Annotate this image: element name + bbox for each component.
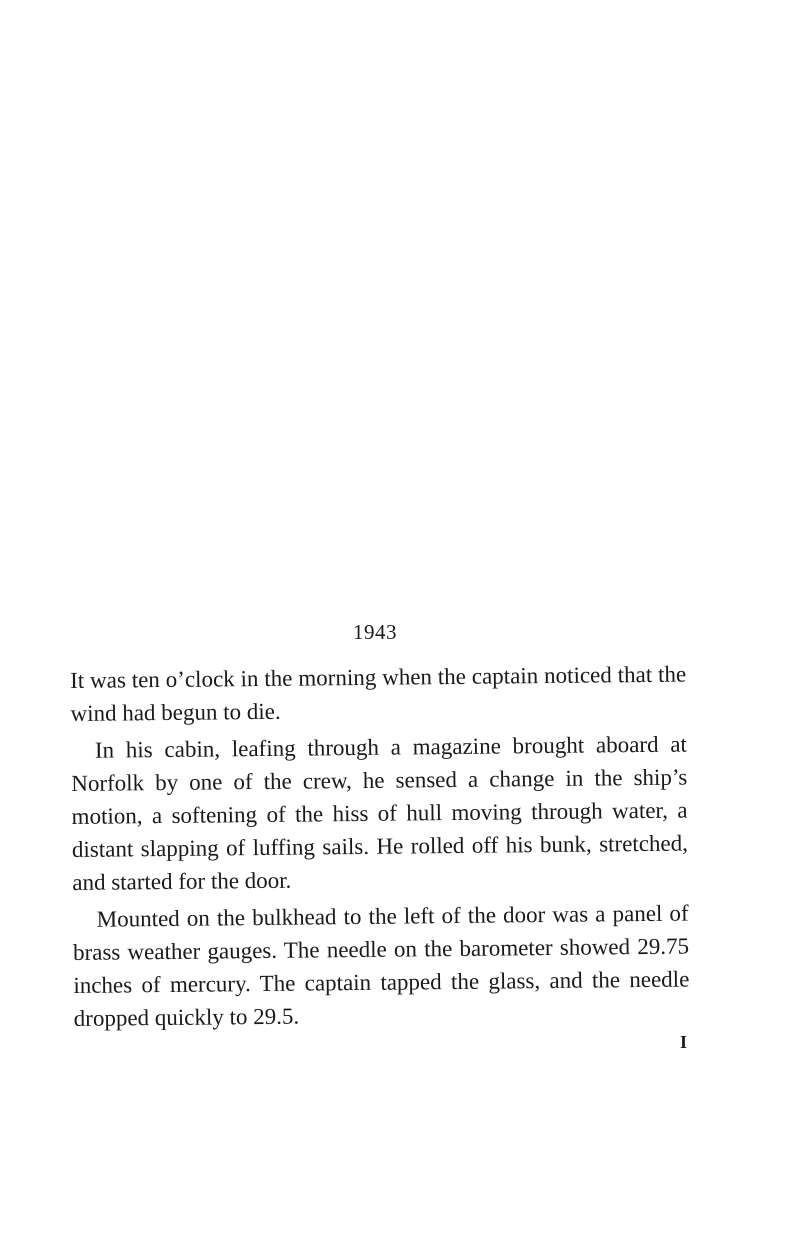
- body-text: [70, 658, 690, 1035]
- paragraph-2: In his cabin, leafing through a magazine brought aboard at Norfolk by one of the crew, he sensed a change in the ship’s motion, a softening of the hiss of hull moving through water, a distant slapping of luffing sails. He rolled off his bunk, stretched, and started for the door.: [71, 731, 689, 895]
- paragraph-1: It was ten o’clock in the morning when the captain noticed that the wind had begun to die.: [70, 661, 687, 726]
- chapter-heading: 1943: [353, 620, 397, 644]
- page-number: I: [680, 1032, 688, 1052]
- paragraph-3: Mounted on the bulkhead to the left of the door was a panel of brass weather gauges. The needle on the barometer showed 29.75 inches of mercury. The captain tapped the glass, and the needle dropped quickly to 29.5.: [72, 900, 690, 1031]
